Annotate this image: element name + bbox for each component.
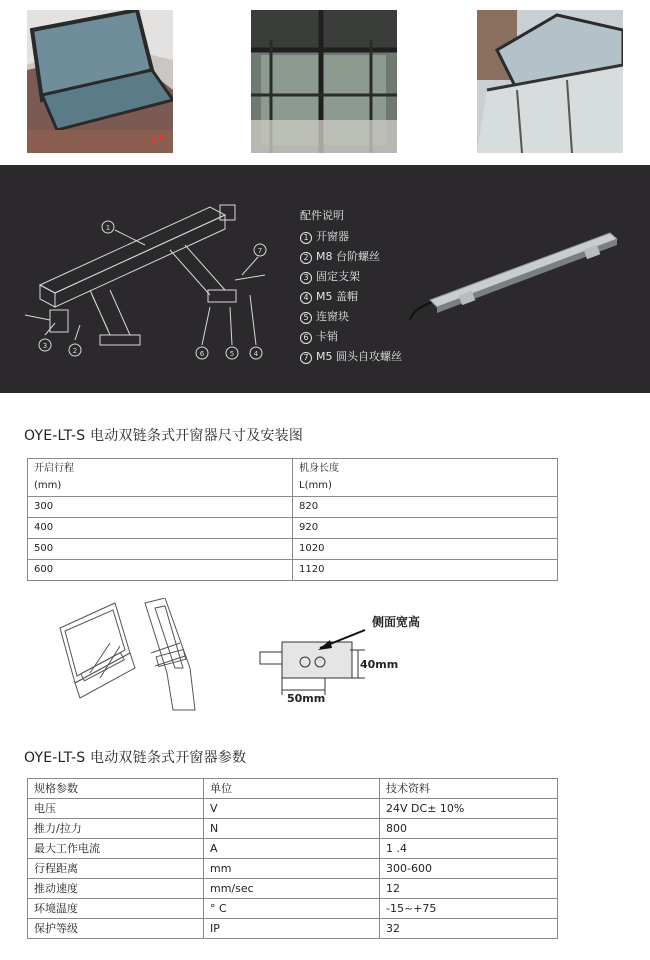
diagram-label: 2: [72, 347, 78, 355]
table-cell: 1120: [293, 560, 558, 581]
diagram-label: 3: [42, 342, 48, 350]
size-section-title: OYE-LT-S 电动双链条式开窗器尺寸及安装图: [24, 428, 304, 444]
diagram-label: 4: [253, 350, 259, 358]
param-table: [27, 778, 558, 939]
table-row: [28, 497, 558, 518]
height-label: 40mm: [360, 658, 399, 671]
table-cell: -15~+75: [380, 899, 558, 919]
photo-window-open-corner: [27, 10, 173, 153]
parts-title: 配件说明: [300, 209, 344, 222]
table-header-cell: 机身长度 L(mm): [293, 459, 558, 497]
side-label: 侧面宽高: [372, 615, 421, 629]
table-row: [28, 899, 558, 919]
table-row: [28, 560, 558, 581]
width-label: 50mm: [287, 692, 326, 705]
table-header-row: [28, 779, 558, 799]
diagram-label: 5: [229, 350, 235, 358]
size-table: [27, 458, 558, 581]
table-row: [28, 879, 558, 899]
actuator-product-image: [405, 225, 620, 325]
actuator-exploded-diagram: [20, 195, 280, 365]
table-cell: 最大工作电流: [28, 839, 204, 859]
table-cell: IP: [204, 919, 380, 939]
table-cell: 技术资料: [380, 779, 558, 799]
part-item: 3 固定支架: [300, 268, 360, 284]
table-cell: 24V DC± 10%: [380, 799, 558, 819]
table-row: [28, 518, 558, 539]
table-header-cell: 开启行程 (mm): [28, 459, 293, 497]
part-item: 7 M5 圆头自攻螺丝: [300, 348, 402, 364]
install-drawing-front: [55, 598, 220, 713]
table-cell: 300: [28, 497, 293, 518]
part-item: 6 卡销: [300, 328, 338, 344]
table-row: [28, 819, 558, 839]
photo-window-skylight: [477, 10, 623, 153]
table-cell: 32: [380, 919, 558, 939]
table-row: [28, 539, 558, 560]
table-cell: 500: [28, 539, 293, 560]
table-cell: 820: [293, 497, 558, 518]
table-cell: 推力/拉力: [28, 819, 204, 839]
table-cell: A: [204, 839, 380, 859]
diagram-label: 6: [199, 350, 205, 358]
table-row: [28, 799, 558, 819]
parts-panel: [0, 165, 650, 393]
table-cell: mm: [204, 859, 380, 879]
param-section-title: OYE-LT-S 电动双链条式开窗器参数: [24, 750, 247, 766]
part-item: 5 连窗块: [300, 308, 349, 324]
table-cell: 保护等级: [28, 919, 204, 939]
table-cell: 行程距离: [28, 859, 204, 879]
table-cell: 单位: [204, 779, 380, 799]
diagram-label: 1: [105, 224, 111, 232]
table-cell: 环境温度: [28, 899, 204, 919]
part-item: 1 开窗器: [300, 228, 349, 244]
table-cell: 400: [28, 518, 293, 539]
table-cell: 1 .4: [380, 839, 558, 859]
table-cell: 规格参数: [28, 779, 204, 799]
part-item: 4 M5 盖帽: [300, 288, 358, 304]
table-cell: 1020: [293, 539, 558, 560]
diagram-label: 7: [257, 247, 263, 255]
table-cell: N: [204, 819, 380, 839]
photo-window-interior: [251, 10, 397, 153]
table-cell: 800: [380, 819, 558, 839]
table-cell: 600: [28, 560, 293, 581]
table-cell: 12: [380, 879, 558, 899]
table-header-row: [28, 459, 558, 497]
table-cell: 920: [293, 518, 558, 539]
table-cell: ° C: [204, 899, 380, 919]
install-drawing-side-dimension: [250, 610, 450, 705]
table-row: [28, 839, 558, 859]
table-cell: 推动速度: [28, 879, 204, 899]
table-row: [28, 919, 558, 939]
table-cell: V: [204, 799, 380, 819]
table-cell: 电压: [28, 799, 204, 819]
table-row: [28, 859, 558, 879]
table-cell: 300-600: [380, 859, 558, 879]
table-cell: mm/sec: [204, 879, 380, 899]
part-item: 2 M8 台阶螺丝: [300, 248, 380, 264]
